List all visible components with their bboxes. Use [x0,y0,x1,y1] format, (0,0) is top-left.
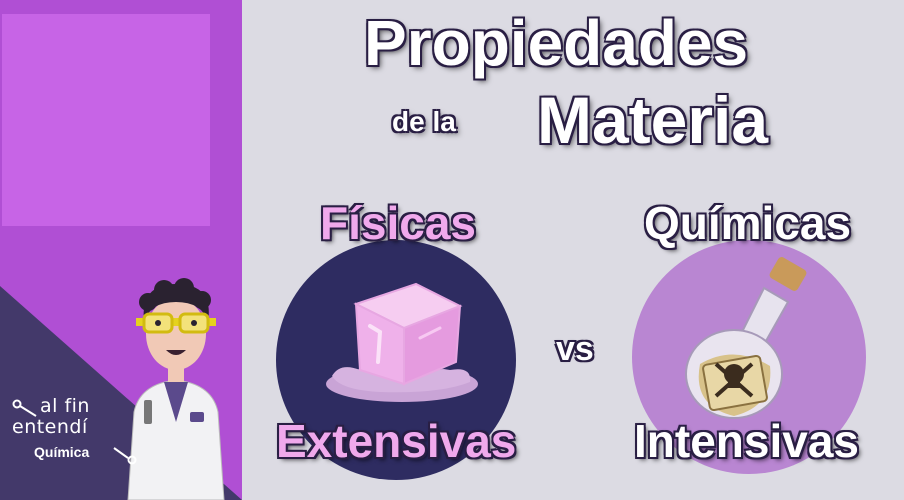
label-fisicas: Físicas [320,197,476,249]
ice-cube-icon [320,266,480,406]
label-intensivas: Intensivas [634,415,859,467]
brand-line2: entendí [12,416,88,438]
molecule-end-icon [112,446,142,468]
title-line2: Materia [537,83,769,157]
versus-label: vs [556,330,594,368]
brand-logo [12,396,90,460]
label-extensivas: Extensivas [276,415,517,467]
brand-line1: al fin [40,395,90,417]
molecule-icon [12,398,42,420]
brand-subject: Química [34,444,90,460]
title-line1: Propiedades [364,7,749,79]
poison-potion-icon [678,256,828,424]
sidebar-panel [0,0,242,500]
label-quimicas: Químicas [644,197,852,249]
main-area [242,0,904,500]
title-connector: de la [392,106,456,137]
